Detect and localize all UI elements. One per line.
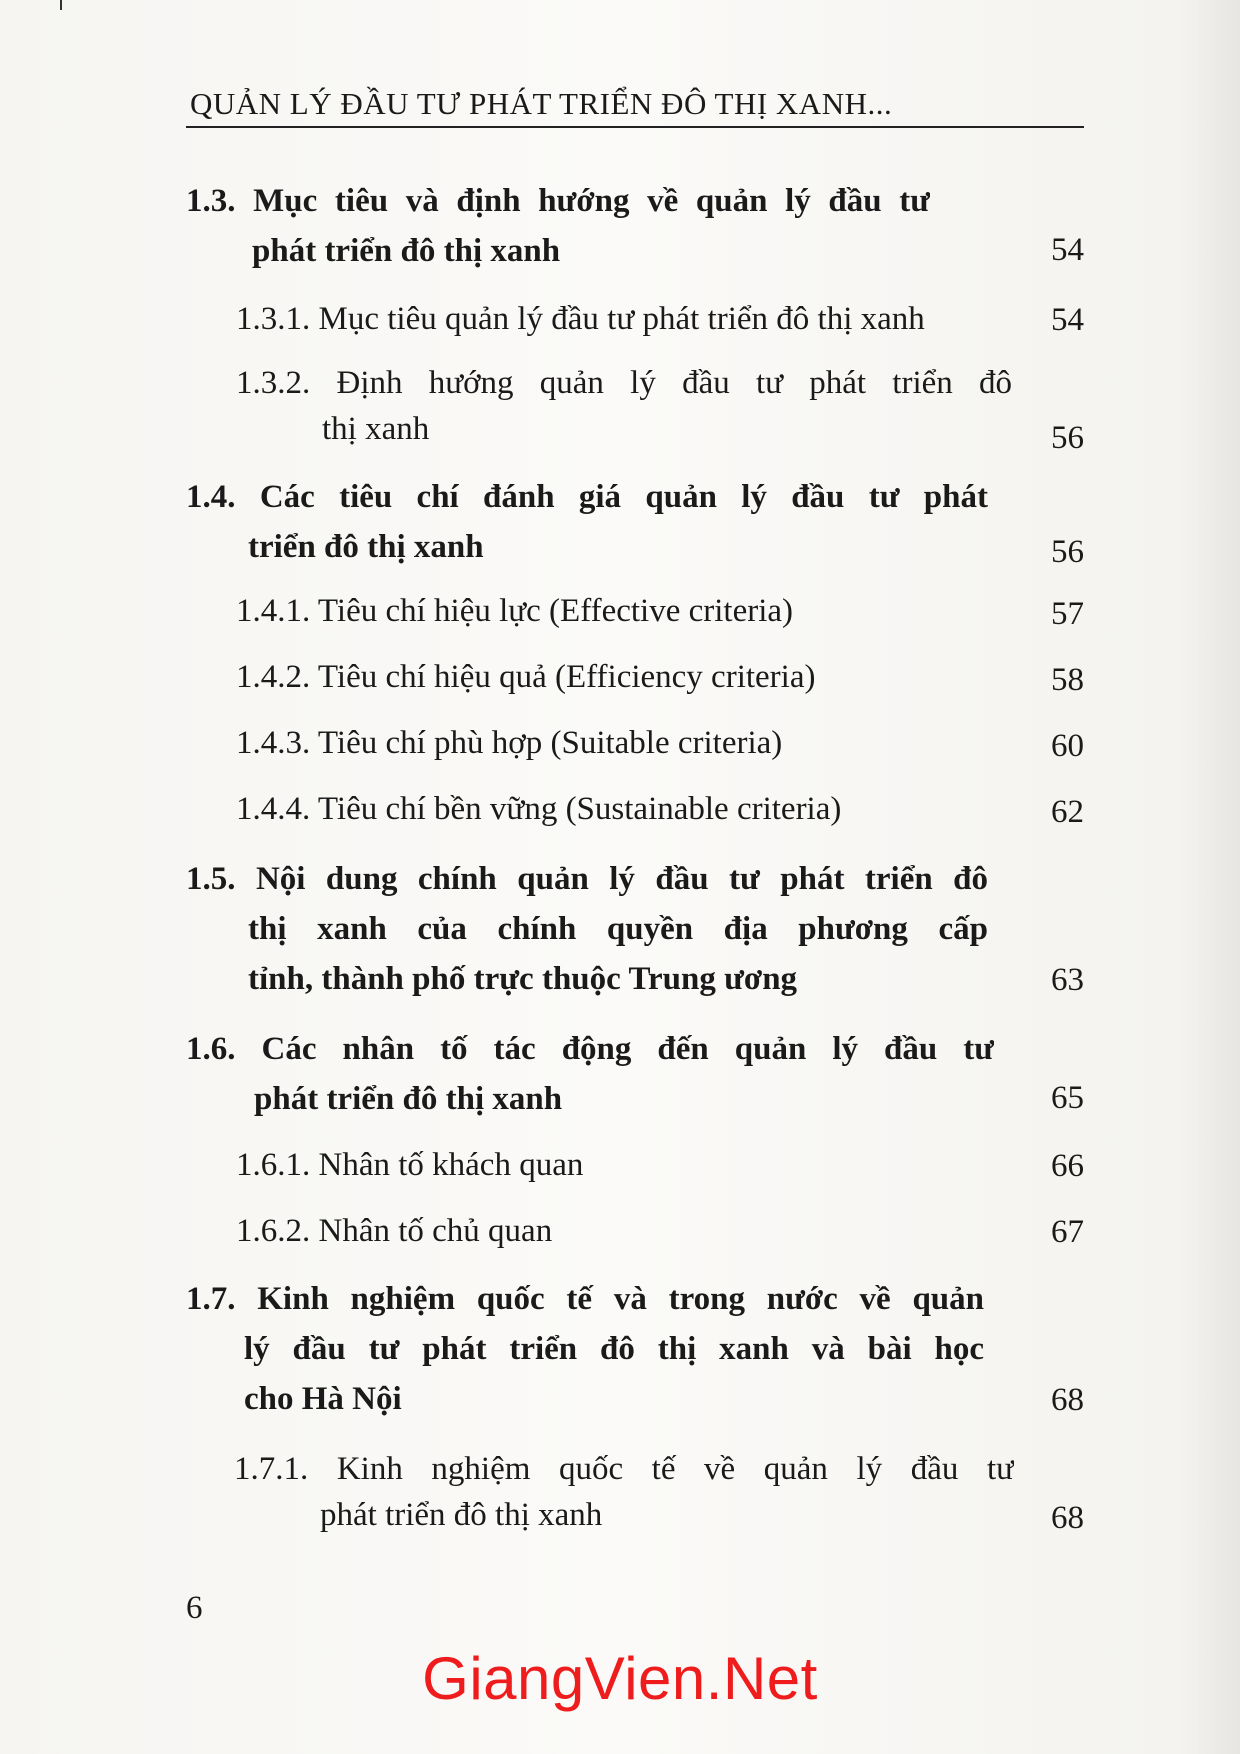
toc-entry-1-6-2[interactable] — [236, 1206, 552, 1252]
toc-entry-1-7[interactable] — [186, 1274, 984, 1424]
toc-entry-title-line — [236, 784, 841, 830]
toc-entry-number: 1.6. — [186, 1031, 236, 1067]
toc-entry-title: Nội dung chính quản lý đầu tư phát triển đô — [255, 861, 988, 897]
toc-page-number: 56 — [1051, 534, 1084, 570]
toc-entry-title-continuation: tỉnh, thành phố trực thuộc Trung ương — [248, 961, 798, 997]
toc-entry-1-4[interactable] — [186, 472, 988, 572]
toc-entry-title: Mục tiêu quản lý đầu tư phát triển đô thị xanh — [318, 301, 925, 337]
toc-entry-title: Kinh nghiệm quốc tế và trong nước về quản — [257, 1281, 984, 1317]
toc-entry-number: 1.3.2. — [236, 365, 311, 401]
toc-entry-title-continuation: phát triển đô thị xanh — [252, 233, 561, 269]
toc-entry-number: 1.7.1. — [234, 1451, 309, 1487]
toc-entry-title: Nhân tố chủ quan — [318, 1213, 553, 1249]
toc-entry-title-line — [186, 472, 988, 522]
toc-entry-1-6[interactable] — [186, 1024, 994, 1124]
toc-entry-number: 1.7. — [186, 1281, 236, 1317]
toc-entry-title-line — [236, 358, 1012, 404]
toc-entry-1-4-4[interactable] — [236, 784, 841, 830]
toc-entry-1-5[interactable] — [186, 854, 988, 1004]
toc-entry-title-continuation: thị xanh của chính quyền địa phương cấp — [248, 911, 988, 947]
toc-entry-title: Tiêu chí bền vững (Sustainable criteria) — [317, 791, 842, 827]
toc-entry-number: 1.5. — [186, 861, 236, 897]
toc-entry-title: Nhân tố khách quan — [318, 1147, 584, 1183]
toc-page-number: 60 — [1051, 728, 1084, 764]
toc-entry-title: Định hướng quản lý đầu tư phát triển đô — [336, 365, 1012, 401]
toc-entry-title-line — [236, 1206, 552, 1252]
toc-page-number: 56 — [1051, 420, 1084, 456]
toc-page-number: 65 — [1051, 1080, 1084, 1116]
toc-page-number: 68 — [1051, 1382, 1084, 1418]
toc-entry-title-continuation: triển đô thị xanh — [248, 529, 484, 565]
watermark: GiangVien.Net — [422, 1645, 818, 1712]
toc-entry-number: 1.4.3. — [236, 725, 311, 761]
toc-entry-number: 1.4.2. — [236, 659, 311, 695]
toc-entry-title: Mục tiêu và định hướng về quản lý đầu tư — [253, 183, 930, 219]
toc-entry-title: Các nhân tố tác động đến quản lý đầu tư — [261, 1031, 994, 1067]
toc-entry-number: 1.6.2. — [236, 1213, 311, 1249]
toc-entry-title-continuation: cho Hà Nội — [244, 1381, 402, 1417]
toc-entry-1-3[interactable] — [186, 176, 930, 276]
toc-entry-title-line — [236, 586, 793, 632]
page-number: 6 — [186, 1590, 203, 1626]
toc-entry-1-3-2[interactable] — [236, 358, 1012, 450]
toc-entry-1-4-1[interactable] — [236, 586, 793, 632]
running-header: QUẢN LÝ ĐẦU TƯ PHÁT TRIỂN ĐÔ THỊ XANH... — [190, 86, 893, 121]
toc-entry-title-line — [186, 176, 930, 226]
toc-page-number: 67 — [1051, 1214, 1084, 1250]
toc-page-number: 57 — [1051, 596, 1084, 632]
toc-entry-1-4-3[interactable] — [236, 718, 782, 764]
toc-page-number: 68 — [1051, 1500, 1084, 1536]
toc-entry-title-continuation: lý đầu tư phát triển đô thị xanh và bài học — [244, 1331, 984, 1367]
toc-page-number: 58 — [1051, 662, 1084, 698]
toc-entry-number: 1.4.1. — [236, 593, 311, 629]
toc-entry-1-4-2[interactable] — [236, 652, 815, 698]
toc-entry-number: 1.3.1. — [236, 301, 311, 337]
toc-entry-number: 1.3. — [186, 183, 236, 219]
toc-entry-title: Tiêu chí hiệu quả (Efficiency criteria) — [317, 659, 816, 695]
toc-entry-title-continuation: phát triển đô thị xanh — [254, 1081, 563, 1117]
toc-page-number: 63 — [1051, 962, 1084, 998]
toc-entry-title-line — [186, 854, 988, 904]
toc-entry-title-line — [236, 1140, 583, 1186]
toc-page-number: 66 — [1051, 1148, 1084, 1184]
toc-page-number: 54 — [1051, 232, 1084, 268]
toc-entry-title-line — [236, 652, 815, 698]
toc-entry-title-line — [236, 294, 925, 340]
toc-entry-number: 1.6.1. — [236, 1147, 311, 1183]
toc-entry-title: Kinh nghiệm quốc tế về quản lý đầu tư — [336, 1451, 1014, 1487]
toc-page-number: 54 — [1051, 302, 1084, 338]
toc-entry-number: 1.4. — [186, 479, 236, 515]
toc-entry-title: Các tiêu chí đánh giá quản lý đầu tư phát — [259, 479, 988, 515]
toc-entry-number: 1.4.4. — [236, 791, 311, 827]
toc-entry-1-6-1[interactable] — [236, 1140, 583, 1186]
toc-entry-title: Tiêu chí phù hợp (Suitable criteria) — [317, 725, 783, 761]
toc-entry-1-7-1[interactable] — [234, 1444, 1014, 1536]
toc-page-number: 62 — [1051, 794, 1084, 830]
toc-entry-title-line — [186, 1024, 994, 1074]
toc-entry-title-line — [236, 718, 782, 764]
toc-entry-title: Tiêu chí hiệu lực (Effective criteria) — [317, 593, 794, 629]
toc-entry-title-line — [186, 1274, 984, 1324]
toc-entry-title-line — [234, 1444, 1014, 1490]
toc-entry-title-continuation: phát triển đô thị xanh — [320, 1497, 603, 1533]
toc-entry-title-continuation: thị xanh — [322, 411, 430, 447]
toc-entry-1-3-1[interactable] — [236, 294, 925, 340]
